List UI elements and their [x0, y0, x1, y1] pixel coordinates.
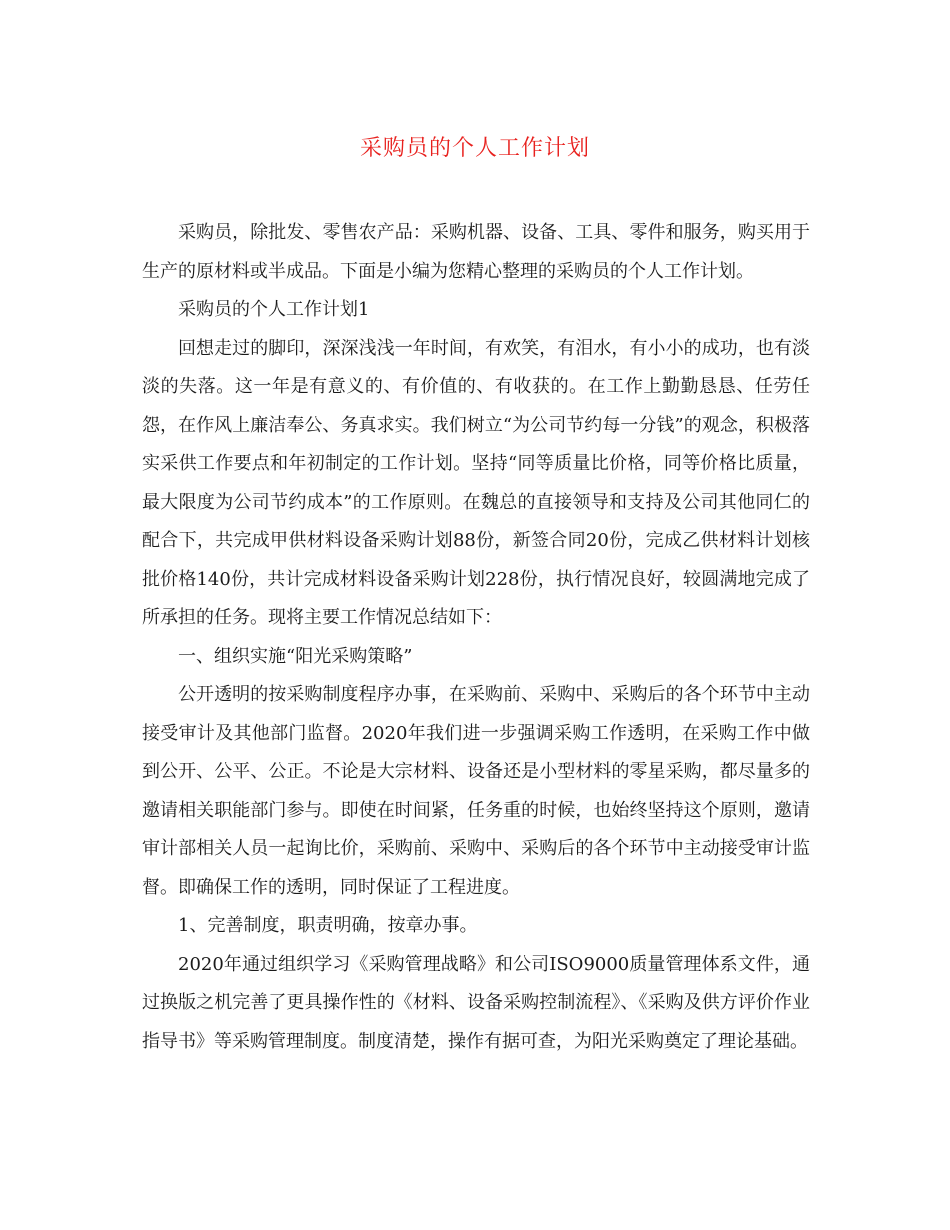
- transparency-paragraph: 公开透明的按采购制度程序办事，在采购前、采购中、采购后的各个环节中主动接受审计及其他部门监督。2020年我们进一步强调采购工作透明，在采购工作中做到公开、公平、公正。不论是大宗材料、设备还是小型材料的零星采购，都尽量多的邀请相关职能部门参与。即使在时间紧，任务重的时候，也始终坚持这个原则，邀请审计部相关人员一起询比价，采购前、采购中、采购后的各个环节中主动接受审计监督。即确保工作的透明，同时保证了工程进度。: [142, 684, 810, 898]
- review-paragraph: 回想走过的脚印，深深浅浅一年时间，有欢笑，有泪水，有小小的成功，也有淡淡的失落。这一年是有意义的、有价值的、有收获的。在工作上勤勤恳恳、任劳任怨，在作风上廉洁奉公、务真求实。我们树立“为公司节约每一分钱”的观念，积极落实采供工作要点和年初制定的工作计划。坚持“同等质量比价格，同等价格比质量，最大限度为公司节约成本”的工作原则。在魏总的直接领导和支持及公司其他同仁的配合下，共完成甲供材料设备采购计划88份，新签合同20份，完成乙供材料计划核批价格140份，共计完成材料设备采购计划228份，执行情况良好，较圆满地完成了所承担的任务。现将主要工作情况总结如下：: [142, 337, 810, 628]
- section-heading-plan-1: 采购员的个人工作计划1: [178, 299, 370, 320]
- document-body: [142, 214, 810, 1061]
- section-heading-sunshine-procurement: 一、组织实施“阳光采购策略”: [178, 645, 413, 667]
- document-title: 采购员的个人工作计划: [359, 136, 590, 161]
- system-paragraph: 2020年通过组织学习《采购管理战略》和公司ISO9000质量管理体系文件，通过换版之机完善了更具操作性的《材料、设备采购控制流程》、《采购及供方评价作业指导书》等采购管理制度。制度清楚，操作有据可查，为阳光采购奠定了理论基础。: [142, 953, 810, 1052]
- subsection-heading-improve-system: 1、完善制度，职责明确，按章办事。: [178, 915, 478, 936]
- intro-paragraph: 采购员，除批发、零售农产品：采购机器、设备、工具、零件和服务，购买用于生产的原材料或半成品。下面是小编为您精心整理的采购员的个人工作计划。: [142, 222, 810, 282]
